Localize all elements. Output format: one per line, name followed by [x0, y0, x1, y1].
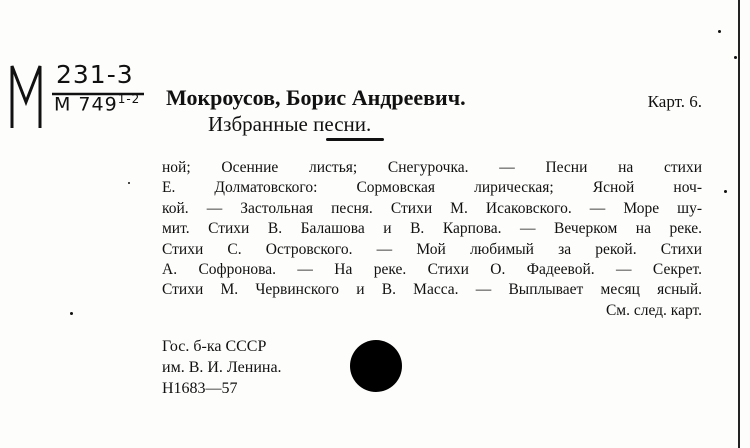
card-edge — [738, 0, 740, 448]
shelfmark-line2 — [54, 92, 140, 115]
ink-speck — [734, 56, 737, 59]
contents-line: ной; Осенние листья; Снегурочка. — Песни на стихи — [162, 159, 702, 176]
library-imprint — [162, 336, 282, 399]
ink-speck — [724, 190, 727, 193]
card-number: Карт. 6. — [647, 92, 702, 111]
continuation-note: См. след. карт. — [605, 301, 702, 319]
contents-line: мит. Стихи В. Балашова и В. Карпова. — Вечерком на реке. — [162, 220, 702, 238]
contents-line: А. Софронова. — На реке. Стихи О. Фадеевой. — Секрет. — [162, 261, 702, 279]
card-code: Н1683—57 — [162, 380, 238, 397]
contents-text — [162, 158, 702, 321]
contents-line: Стихи М. Червинского и В. Масса. — Выплывает месяц ясный. — [162, 281, 702, 299]
author-heading: Мокроусов, Борис Андреевич. — [166, 85, 466, 110]
shelfmark-line2-sup: 1-2 — [117, 92, 141, 106]
ink-speck — [128, 182, 130, 184]
title-underline — [326, 138, 384, 141]
shelfmark — [6, 58, 156, 138]
book-title: Избранные песни. — [208, 112, 372, 136]
ink-stamp-mark — [350, 340, 402, 392]
ink-speck — [70, 312, 73, 315]
contents-line: Е. Долматовского: Сормовская лирическая; Ясной ноч- — [162, 179, 702, 197]
library-dedication: им. В. И. Ленина. — [162, 359, 282, 376]
contents-line: Стихи С. Островского. — Мой любимый за рекой. Стихи — [162, 240, 702, 258]
contents-line: кой. — Застольная песня. Стихи М. Исаковского. — Море шу- — [162, 199, 702, 217]
ink-speck — [718, 30, 721, 33]
library-name: Гос. б-ка СССР — [162, 338, 267, 355]
shelfmark-line1: 231-3 — [56, 60, 134, 89]
shelfmark-line2-main: М 749 — [54, 93, 118, 116]
